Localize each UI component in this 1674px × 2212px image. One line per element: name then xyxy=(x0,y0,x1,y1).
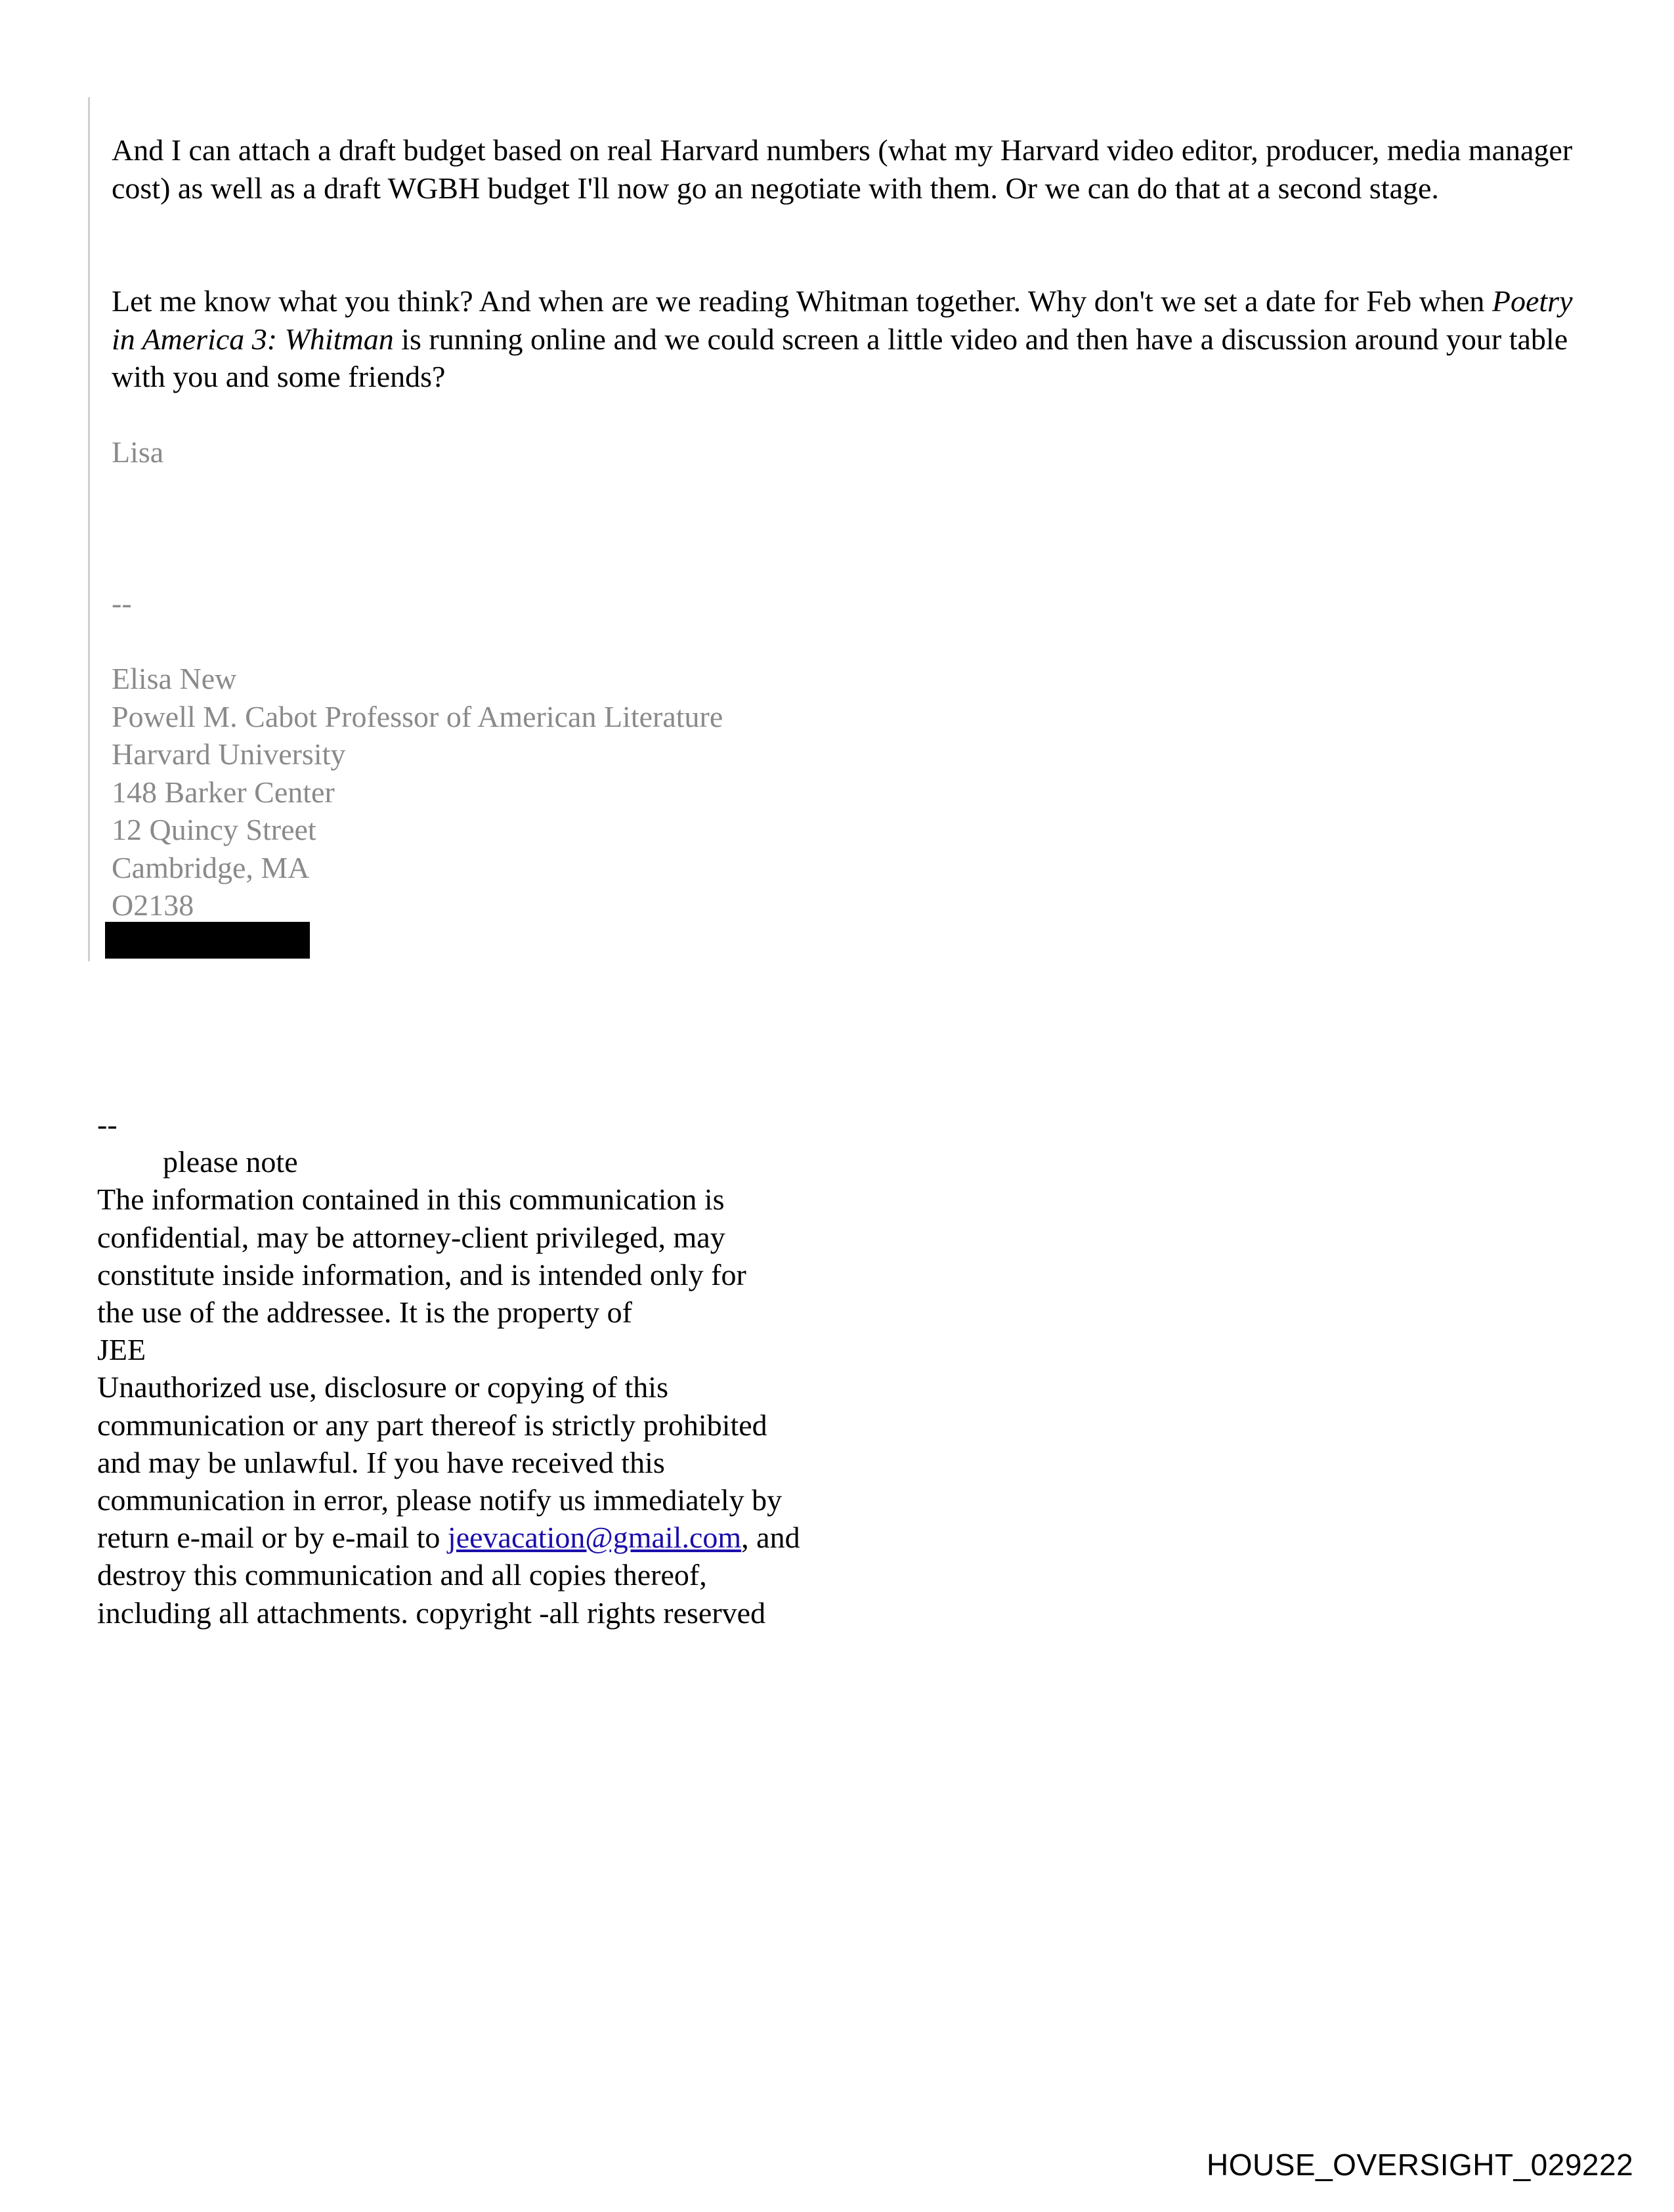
signature-institution: Harvard University xyxy=(112,737,346,771)
signature-office: 148 Barker Center xyxy=(112,775,335,809)
disclaimer-line: The information contained in this communication is xyxy=(97,1182,725,1217)
disclaimer-separator: -- xyxy=(97,1108,118,1141)
disclaimer-line: communication or any part thereof is strictly prohibited xyxy=(97,1408,767,1442)
email-link[interactable]: jeevacation@gmail.com xyxy=(447,1521,742,1555)
whitman-text-after: is running online and we could screen a little video and then have a discussion around your table with you and some friends? xyxy=(112,322,1568,393)
signature-zip: O2138 xyxy=(112,888,194,922)
disclaimer-line: including all attachments. copyright -all rights reserved xyxy=(97,1595,766,1630)
disclaimer-email-prefix: return e-mail or by e-mail to xyxy=(97,1521,448,1555)
redaction-box xyxy=(105,922,310,959)
signature-street: 12 Quincy Street xyxy=(112,813,316,846)
signature-title: Powell M. Cabot Professor of American Literature xyxy=(112,699,723,733)
disclaimer-line: confidential, may be attorney-client privileged, may xyxy=(97,1220,725,1254)
sign-off: Lisa xyxy=(112,435,164,469)
disclaimer-line: JEE xyxy=(97,1333,146,1367)
whitman-text-before: Let me know what you think? And when are we reading Whitman together. Why don't we set a date for Feb when xyxy=(112,284,1492,318)
disclaimer-block xyxy=(97,1106,951,1632)
disclaimer-line xyxy=(97,1519,951,1556)
disclaimer-line: communication in error, please notify us immediately by xyxy=(97,1483,783,1517)
whitman-title: Poetry in America 3: Whitman xyxy=(112,284,1573,356)
signature-city: Cambridge, MA xyxy=(112,850,310,884)
signature-name: Elisa New xyxy=(112,662,237,695)
disclaimer-line: and may be unlawful. If you have received this xyxy=(97,1445,665,1479)
document-id: HOUSE_OVERSIGHT_029222 xyxy=(1207,2148,1634,2182)
quoted-paragraph-budget: And I can attach a draft budget based on real Harvard numbers (what my Harvard video editor, producer, media manager cost) as well as a draft WGBH budget I'll now go an negotiate with them. Or we can do that at a second stage. xyxy=(112,133,1573,205)
quoted-paragraph-whitman xyxy=(112,282,1576,396)
disclaimer-email-suffix: , and xyxy=(741,1521,800,1555)
signature-separator: -- xyxy=(112,586,132,620)
disclaimer-line: destroy this communication and all copies thereof, xyxy=(97,1558,707,1592)
disclaimer-line: constitute inside information, and is intended only for xyxy=(97,1257,746,1291)
signature-block xyxy=(112,660,723,924)
quote-bar xyxy=(88,97,90,961)
disclaimer-line: Unauthorized use, disclosure or copying of this xyxy=(97,1370,668,1404)
disclaimer-heading: please note xyxy=(163,1145,298,1179)
disclaimer-line: the use of the addressee. It is the property of xyxy=(97,1295,632,1330)
